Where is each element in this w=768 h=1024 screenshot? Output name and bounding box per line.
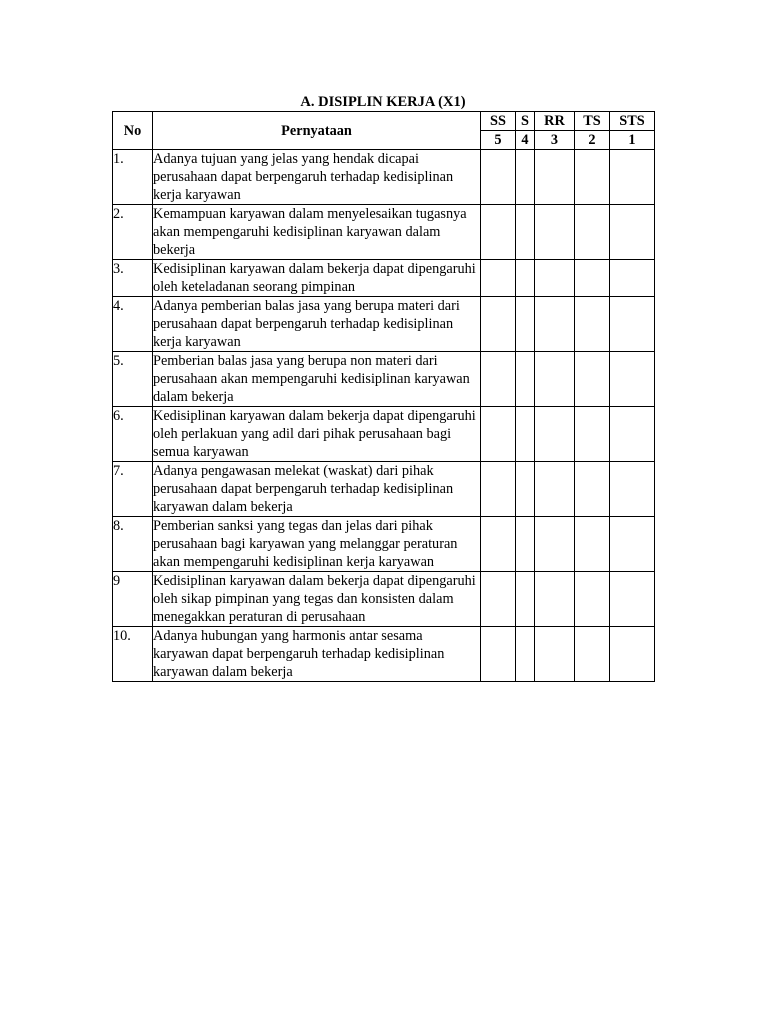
table-row bbox=[113, 205, 655, 260]
questionnaire-table bbox=[112, 111, 655, 682]
rating-cell-ts[interactable] bbox=[575, 517, 610, 572]
table-row bbox=[113, 150, 655, 205]
rating-cell-s[interactable] bbox=[516, 572, 535, 627]
row-number: 9 bbox=[113, 572, 153, 627]
table-row bbox=[113, 407, 655, 462]
statement-text: Kemampuan karyawan dalam menyelesaikan tugasnya akan mempengaruhi kedisiplinan karyawan dalam bekerja bbox=[153, 205, 481, 260]
rating-cell-s[interactable] bbox=[516, 462, 535, 517]
column-header-ts: TS bbox=[575, 112, 610, 131]
rating-cell-rr[interactable] bbox=[535, 407, 575, 462]
rating-cell-sts[interactable] bbox=[610, 407, 655, 462]
rating-cell-sts[interactable] bbox=[610, 352, 655, 407]
rating-cell-rr[interactable] bbox=[535, 627, 575, 682]
rating-cell-ts[interactable] bbox=[575, 572, 610, 627]
rating-cell-sts[interactable] bbox=[610, 260, 655, 297]
rating-cell-ts[interactable] bbox=[575, 352, 610, 407]
rating-cell-ts[interactable] bbox=[575, 627, 610, 682]
rating-cell-sts[interactable] bbox=[610, 517, 655, 572]
table-row bbox=[113, 572, 655, 627]
statement-text: Adanya hubungan yang harmonis antar sesama karyawan dapat berpengaruh terhadap kedisiplinan karyawan dalam bekerja bbox=[153, 627, 481, 682]
statement-text: Pemberian sanksi yang tegas dan jelas dari pihak perusahaan bagi karyawan yang melanggar peraturan akan mempengaruhi kedisiplinan kerja karyawan bbox=[153, 517, 481, 572]
rating-cell-s[interactable] bbox=[516, 517, 535, 572]
row-number: 8. bbox=[113, 517, 153, 572]
rating-cell-rr[interactable] bbox=[535, 572, 575, 627]
score-header-rr: 3 bbox=[535, 131, 575, 150]
table-row bbox=[113, 260, 655, 297]
column-header-statement: Pernyataan bbox=[153, 112, 481, 150]
rating-cell-ts[interactable] bbox=[575, 150, 610, 205]
rating-cell-ts[interactable] bbox=[575, 297, 610, 352]
row-number: 7. bbox=[113, 462, 153, 517]
table-row bbox=[113, 352, 655, 407]
table-row bbox=[113, 627, 655, 682]
statement-text: Adanya pengawasan melekat (waskat) dari pihak perusahaan dapat berpengaruh terhadap kedisiplinan karyawan dalam bekerja bbox=[153, 462, 481, 517]
rating-cell-rr[interactable] bbox=[535, 352, 575, 407]
rating-cell-ss[interactable] bbox=[481, 407, 516, 462]
score-header-ss: 5 bbox=[481, 131, 516, 150]
column-header-rr: RR bbox=[535, 112, 575, 131]
score-header-sts: 1 bbox=[610, 131, 655, 150]
statement-text: Adanya tujuan yang jelas yang hendak dicapai perusahaan dapat berpengaruh terhadap kedisiplinan kerja karyawan bbox=[153, 150, 481, 205]
column-header-sts: STS bbox=[610, 112, 655, 131]
statement-text: Adanya pemberian balas jasa yang berupa materi dari perusahaan dapat berpengaruh terhadap kedisiplinan kerja karyawan bbox=[153, 297, 481, 352]
row-number: 5. bbox=[113, 352, 153, 407]
row-number: 2. bbox=[113, 205, 153, 260]
rating-cell-s[interactable] bbox=[516, 627, 535, 682]
rating-cell-sts[interactable] bbox=[610, 150, 655, 205]
rating-cell-s[interactable] bbox=[516, 352, 535, 407]
rating-cell-ts[interactable] bbox=[575, 462, 610, 517]
rating-cell-s[interactable] bbox=[516, 407, 535, 462]
rating-cell-ss[interactable] bbox=[481, 627, 516, 682]
statement-text: Kedisiplinan karyawan dalam bekerja dapat dipengaruhi oleh sikap pimpinan yang tegas dan konsisten dalam menegakkan peraturan di perusahaan bbox=[153, 572, 481, 627]
statement-text: Pemberian balas jasa yang berupa non materi dari perusahaan akan mempengaruhi kedisiplinan karyawan dalam bekerja bbox=[153, 352, 481, 407]
score-header-s: 4 bbox=[516, 131, 535, 150]
rating-cell-sts[interactable] bbox=[610, 572, 655, 627]
table-row bbox=[113, 462, 655, 517]
rating-cell-ss[interactable] bbox=[481, 517, 516, 572]
table-row bbox=[113, 517, 655, 572]
row-number: 4. bbox=[113, 297, 153, 352]
rating-cell-ss[interactable] bbox=[481, 572, 516, 627]
rating-cell-s[interactable] bbox=[516, 297, 535, 352]
table-row bbox=[113, 297, 655, 352]
column-header-ss: SS bbox=[481, 112, 516, 131]
header-row-labels bbox=[113, 112, 655, 131]
rating-cell-ts[interactable] bbox=[575, 260, 610, 297]
rating-cell-rr[interactable] bbox=[535, 517, 575, 572]
rating-cell-rr[interactable] bbox=[535, 260, 575, 297]
rating-cell-ts[interactable] bbox=[575, 205, 610, 260]
rating-cell-sts[interactable] bbox=[610, 297, 655, 352]
rating-cell-ss[interactable] bbox=[481, 150, 516, 205]
rating-cell-s[interactable] bbox=[516, 205, 535, 260]
rating-cell-ts[interactable] bbox=[575, 407, 610, 462]
rating-cell-s[interactable] bbox=[516, 260, 535, 297]
row-number: 3. bbox=[113, 260, 153, 297]
column-header-s: S bbox=[516, 112, 535, 131]
rating-cell-rr[interactable] bbox=[535, 205, 575, 260]
row-number: 10. bbox=[113, 627, 153, 682]
rating-cell-ss[interactable] bbox=[481, 462, 516, 517]
row-number: 6. bbox=[113, 407, 153, 462]
rating-cell-s[interactable] bbox=[516, 150, 535, 205]
rating-cell-ss[interactable] bbox=[481, 260, 516, 297]
rating-cell-sts[interactable] bbox=[610, 627, 655, 682]
rating-cell-sts[interactable] bbox=[610, 462, 655, 517]
statement-text: Kedisiplinan karyawan dalam bekerja dapat dipengaruhi oleh perlakuan yang adil dari pihak perusahaan bagi semua karyawan bbox=[153, 407, 481, 462]
rating-cell-rr[interactable] bbox=[535, 462, 575, 517]
rating-cell-rr[interactable] bbox=[535, 150, 575, 205]
column-header-no: No bbox=[113, 112, 153, 150]
rating-cell-ss[interactable] bbox=[481, 297, 516, 352]
page-title: A. DISIPLIN KERJA (X1) bbox=[300, 94, 466, 110]
questionnaire-rows bbox=[113, 150, 655, 682]
rating-cell-ss[interactable] bbox=[481, 205, 516, 260]
rating-cell-sts[interactable] bbox=[610, 205, 655, 260]
score-header-ts: 2 bbox=[575, 131, 610, 150]
row-number: 1. bbox=[113, 150, 153, 205]
rating-cell-ss[interactable] bbox=[481, 352, 516, 407]
statement-text: Kedisiplinan karyawan dalam bekerja dapat dipengaruhi oleh keteladanan seorang pimpinan bbox=[153, 260, 481, 297]
rating-cell-rr[interactable] bbox=[535, 297, 575, 352]
